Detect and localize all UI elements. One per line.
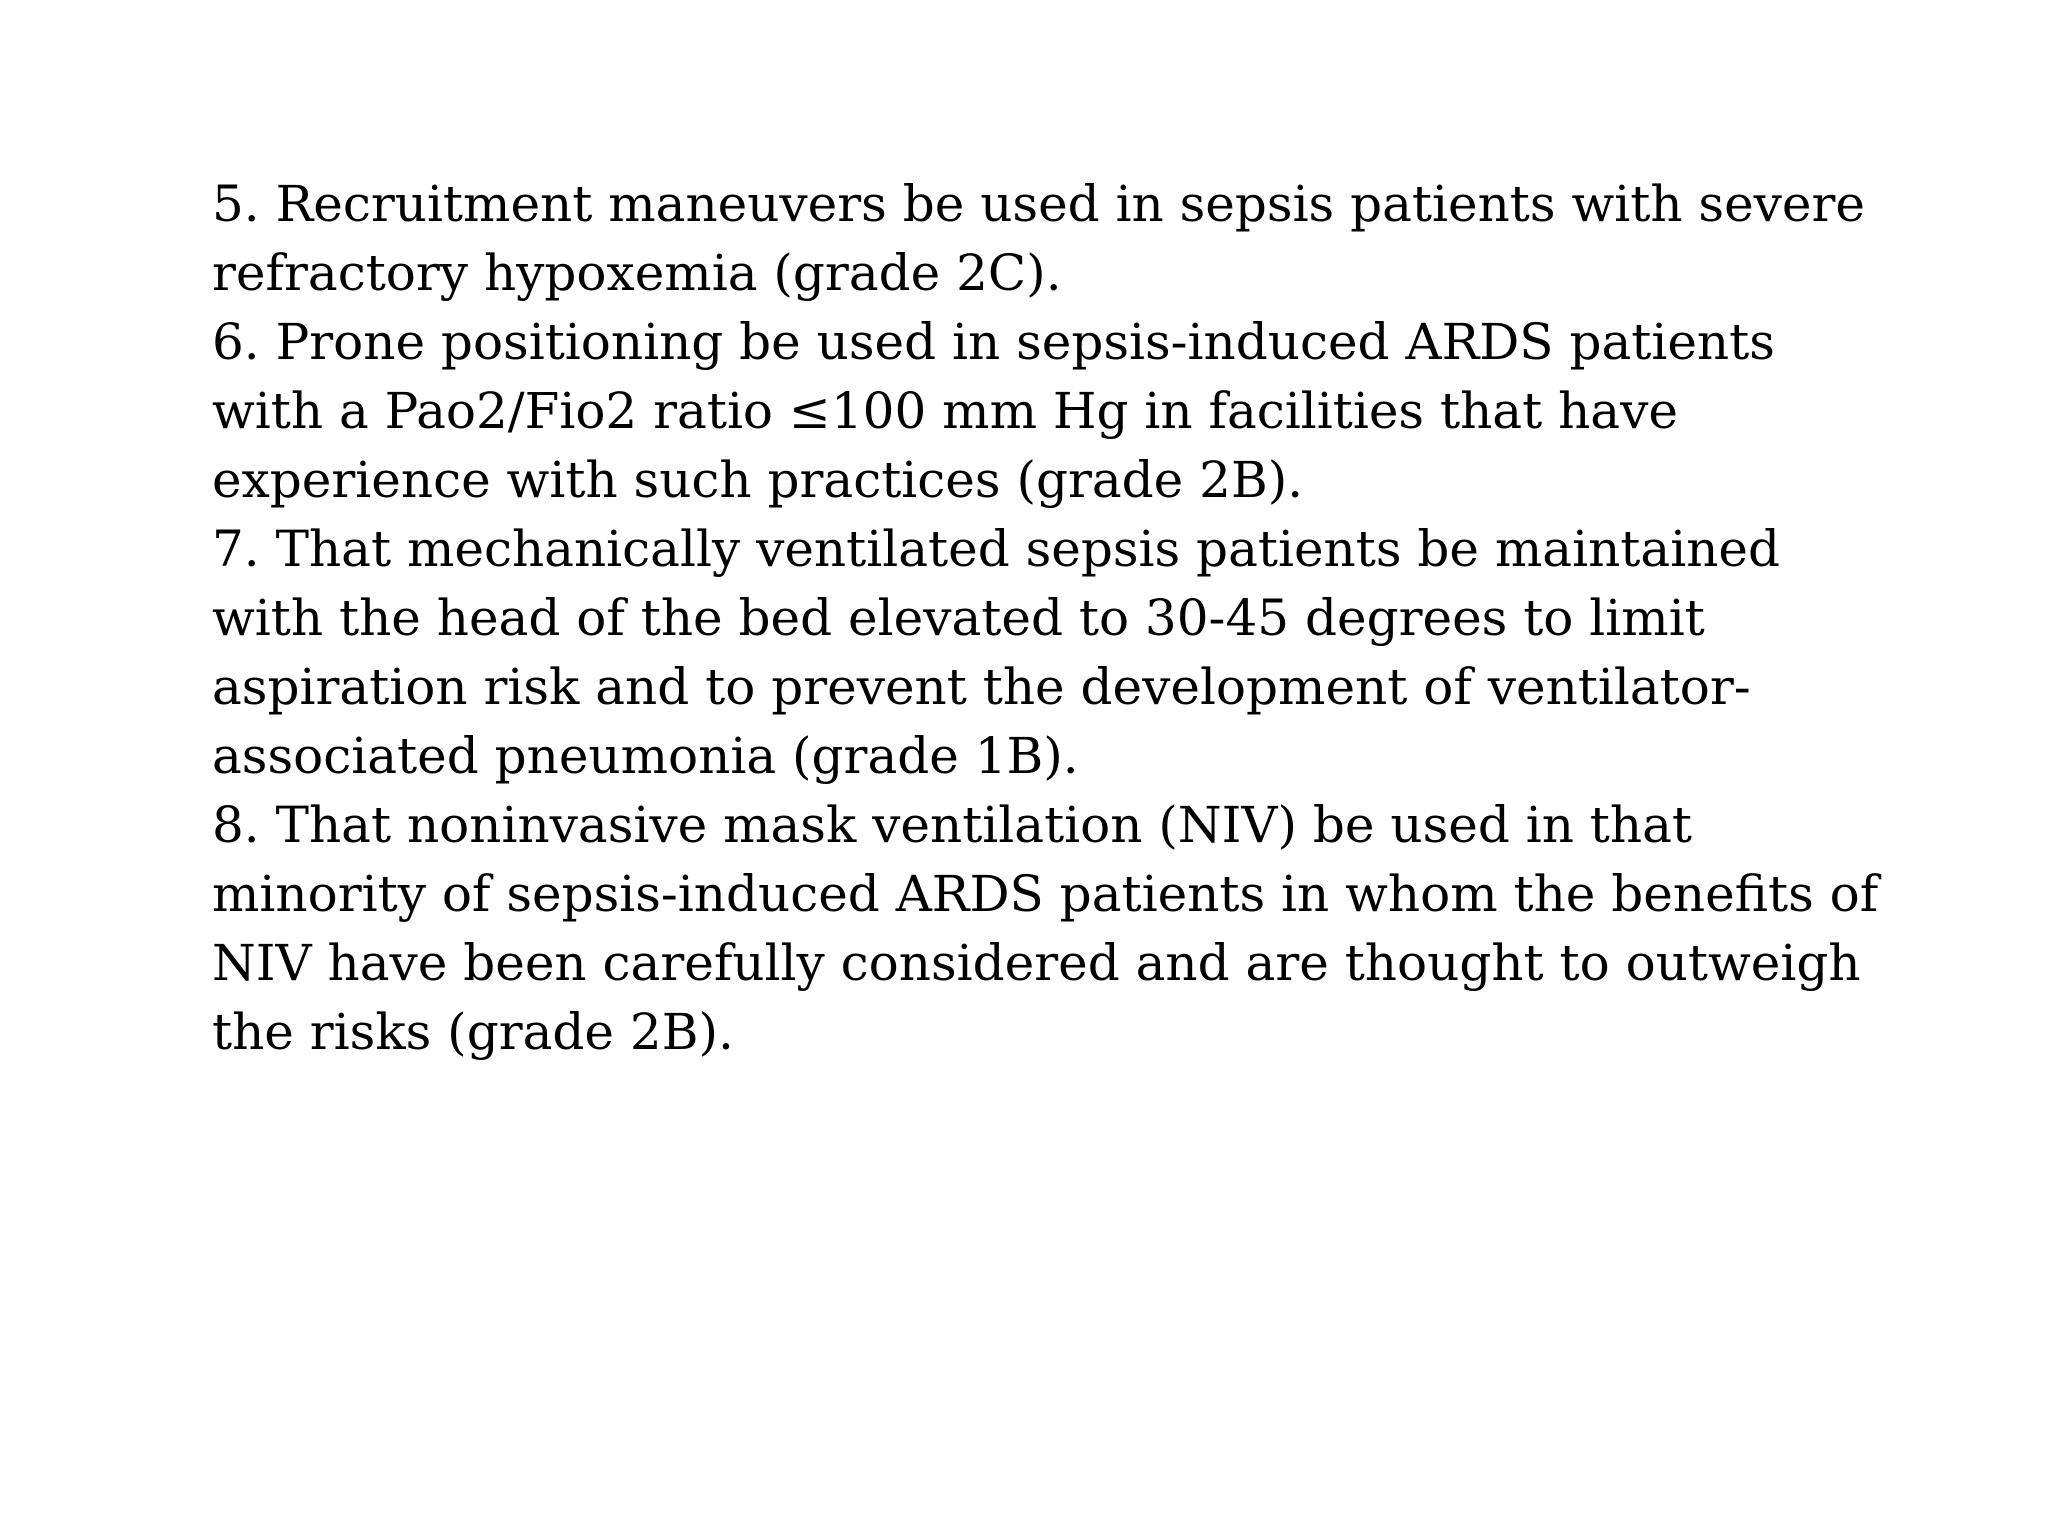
recommendations-text (212, 170, 1912, 1067)
text-line: with a Pao2/Fio2 ratio ≤100 mm Hg in facilities that have (212, 382, 1678, 440)
text-line: aspiration risk and to prevent the development of ventilator- (212, 658, 1751, 716)
text-line: experience with such practices (grade 2B). (212, 451, 1304, 509)
text-line: with the head of the bed elevated to 30-45 degrees to limit (212, 589, 1705, 647)
text-line: NIV have been carefully considered and are thought to outweigh (212, 934, 1861, 992)
text-line: refractory hypoxemia (grade 2C). (212, 244, 1062, 302)
text-line: minority of sepsis-induced ARDS patients in whom the benefits of (212, 865, 1879, 923)
text-line: 8. That noninvasive mask ventilation (NIV) be used in that (212, 796, 1693, 854)
text-line: 7. That mechanically ventilated sepsis patients be maintained (212, 520, 1780, 578)
text-line: 6. Prone positioning be used in sepsis-induced ARDS patients (212, 313, 1775, 371)
text-line: associated pneumonia (grade 1B). (212, 727, 1079, 785)
text-line: 5. Recruitment maneuvers be used in sepsis patients with severe (212, 175, 1866, 233)
text-line: the risks (grade 2B). (212, 1003, 734, 1061)
